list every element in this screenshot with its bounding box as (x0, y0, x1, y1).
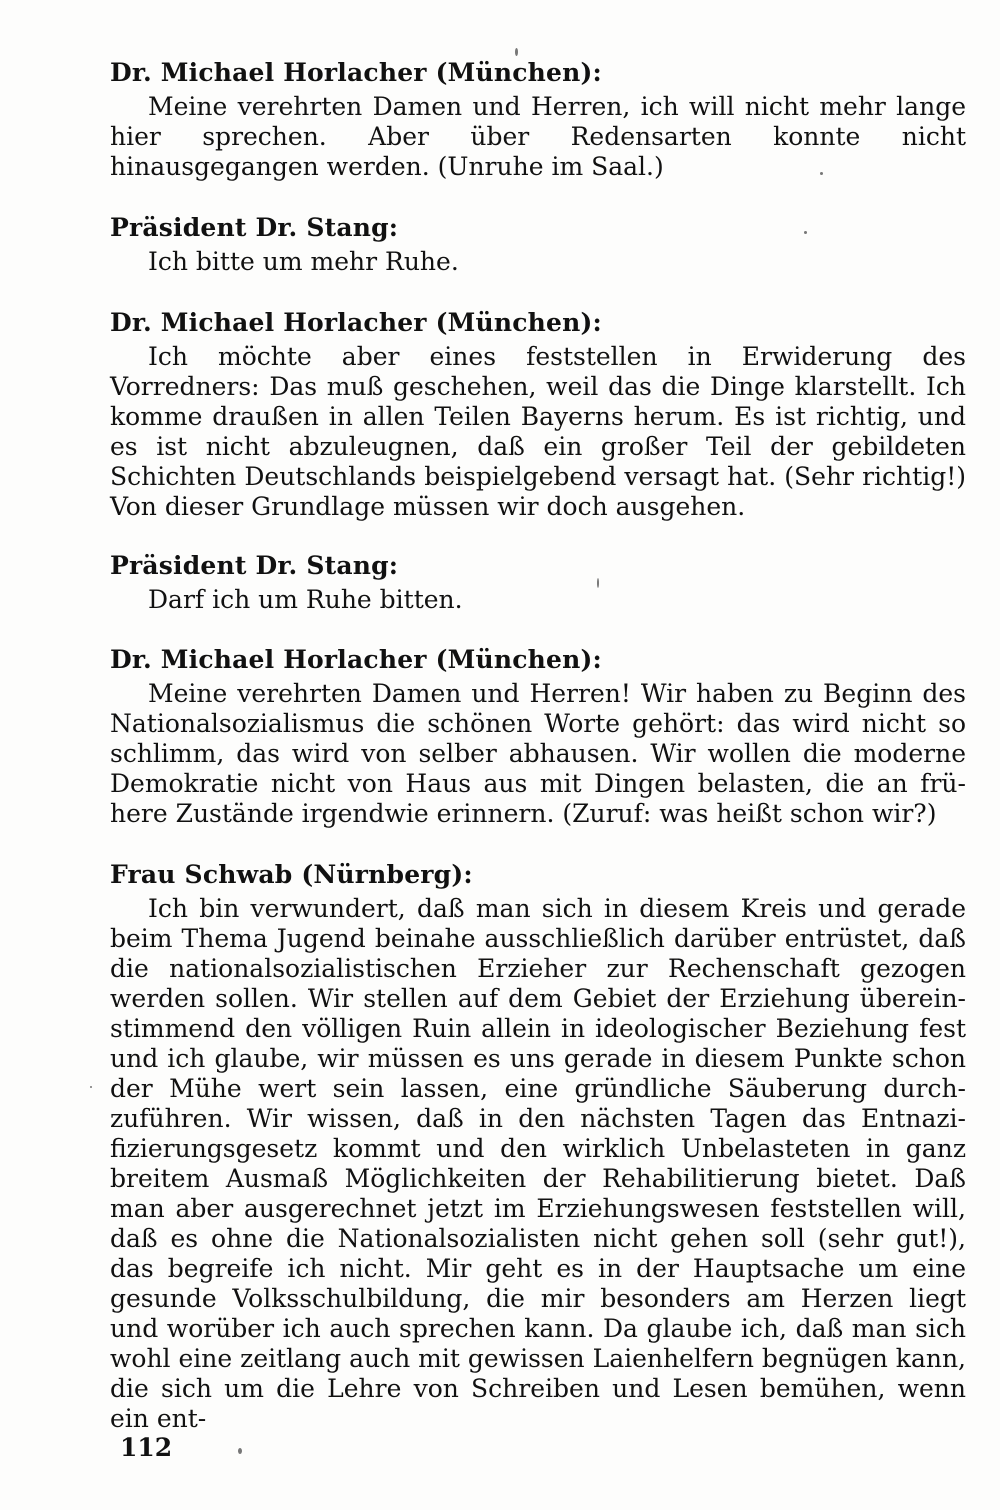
speaker-name: Präsident Dr. Stang: (110, 213, 399, 242)
speech-text: Darf ich um Ruhe bitten. (148, 585, 463, 614)
speech-section (110, 645, 966, 829)
speech-section (110, 551, 966, 615)
scan-speck (90, 1086, 92, 1088)
speech-text: Meine verehrten Damen und Herren! Wir haben zu Beginn des Nationalsozialismus die schönen Worte gehört: das wird nicht so schlimm, das wird von selber abhausen. Wir wollen die moderne Demokratie nicht von Haus aus mit Dingen belasten, die an frühere Zustände irgendwie erinnern. (Zuruf: was heißt schon wir?) (110, 679, 966, 828)
speech-text: Ich bitte um mehr Ruhe. (148, 247, 459, 276)
speaker-name: Dr. Michael Horlacher (München): (110, 645, 602, 674)
speaker-name: Präsident Dr. Stang: (110, 551, 399, 580)
scan-speck (820, 172, 823, 175)
speech-text: Meine verehrten Damen und Herren, ich will nicht mehr lange hier sprechen. Aber über Redensarten konnte nicht hinausgegangen werden. (Unruhe im Saal.) (110, 92, 966, 181)
speech-text: Ich möchte aber eines feststellen in Erwiderung des Vorredners: Das muß geschehen, weil das die Dinge klarstellt. Ich komme draußen in allen Teilen Bayerns herum. Es ist richtig, und es ist nicht abzuleugnen, daß ein großer Teil der gebildeten Schichten Deutschlands beispielgebend versagt hat. (Sehr richtig!) Von dieser Grundlage müssen wir doch ausgehen. (110, 342, 966, 521)
speech-text: Ich bin verwundert, daß man sich in diesem Kreis und gerade beim Thema Jugend beinahe ausschließlich darüber entrüstet, daß die nationalsozialistischen Erzieher zur Rechenschaft gezogen werden sollen. Wir stellen auf dem Gebiet der Erziehung übereinstimmend den völligen Ruin allein in ideologischer Beziehung fest und ich glaube, wir müssen es uns gerade in diesem Punkte schon der Mühe wert sein lassen, eine gründliche Säuberung durchzuführen. Wir wissen, daß in den nächsten Tagen das Entnazifizierungsgesetz kommt und den wirklich Unbelasteten in ganz breitem Ausmaß Möglichkeiten der Rehabilitierung bietet. Daß man aber ausgerechnet jetzt im Erziehungswesen feststellen will, daß es ohne die Nationalsozialisten nicht gehen soll (sehr gut!), das begreife ich nicht. Mir geht es in der Hauptsache um eine gesunde Volksschulbildung, die mir besonders am Herzen liegt und worüber ich auch sprechen kann. Da glaube ich, daß man sich wohl eine zeitlang auch mit gewissen Laienhelfern begnügen kann, die sich um die Lehre von Schreiben und Lesen bemühen, wenn ein ent- (110, 894, 966, 1433)
scan-speck (515, 48, 518, 56)
speaker-name: Frau Schwab (Nürnberg): (110, 860, 473, 889)
page-number: 112 (120, 1433, 173, 1462)
scan-speck (238, 1448, 242, 1454)
speaker-name: Dr. Michael Horlacher (München): (110, 308, 602, 337)
scan-speck (597, 578, 599, 588)
speech-section (110, 213, 966, 277)
scan-speck (804, 231, 807, 234)
speech-section (110, 58, 966, 182)
speech-section (110, 860, 966, 1434)
speech-section (110, 308, 966, 522)
speaker-name: Dr. Michael Horlacher (München): (110, 58, 602, 87)
